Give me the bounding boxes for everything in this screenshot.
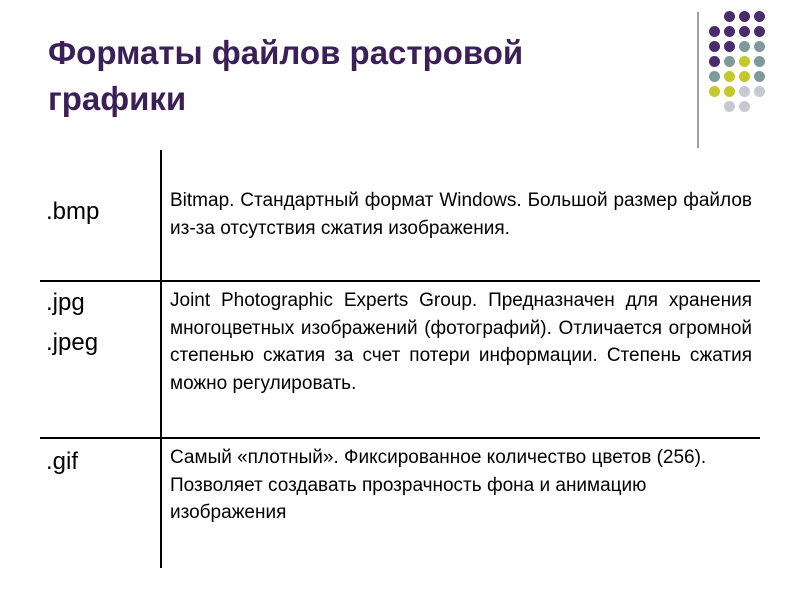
format-description: Самый «плотный». Фиксированное количество цветов (256). Позволяет создавать прозрачность фона и анимацию изображения xyxy=(170,447,707,523)
decorative-dot xyxy=(754,11,765,22)
format-extension-cell xyxy=(46,442,154,482)
decorative-dot xyxy=(709,71,720,82)
decorative-dot xyxy=(709,86,720,97)
decorative-dot xyxy=(724,26,735,37)
decorative-dot xyxy=(739,101,750,112)
decorative-dot xyxy=(739,71,750,82)
table-column-divider xyxy=(160,150,162,568)
decorative-dot xyxy=(739,11,750,22)
slide-title-line-1: Форматы файлов растровой xyxy=(48,34,524,71)
decorative-dot xyxy=(739,56,750,67)
decorative-dot xyxy=(754,26,765,37)
decorative-dot xyxy=(754,86,765,97)
table-row-divider xyxy=(40,437,760,439)
format-extension: .bmp xyxy=(46,198,100,225)
formats-table xyxy=(40,150,760,568)
table-row-divider xyxy=(40,280,760,282)
format-description: Bitmap. Стандартный формат Windows. Большой размер файлов из-за отсутствия сжатия изображения. xyxy=(170,190,752,239)
decorative-dot xyxy=(724,41,735,52)
dot-spacer xyxy=(709,101,720,112)
decorative-dot xyxy=(709,41,720,52)
dot-spacer xyxy=(709,11,720,22)
decorative-dot xyxy=(724,86,735,97)
decorative-dot xyxy=(709,56,720,67)
decorative-dot xyxy=(709,26,720,37)
decorative-dot xyxy=(724,11,735,22)
slide-title-line-2: графики xyxy=(48,80,187,117)
dot-spacer xyxy=(754,101,765,112)
format-extension: .gif xyxy=(46,448,79,475)
decorative-dot xyxy=(739,41,750,52)
format-extension-cell xyxy=(46,192,154,232)
decorative-dot xyxy=(739,86,750,97)
decorative-dot xyxy=(739,26,750,37)
decorative-dot-grid xyxy=(709,11,765,112)
format-extension-cell xyxy=(46,283,154,363)
decorative-dot xyxy=(724,56,735,67)
slide-title xyxy=(48,30,668,122)
format-extension: .jpg xyxy=(46,289,85,316)
decorative-dot xyxy=(754,56,765,67)
decorative-dot xyxy=(724,71,735,82)
decorative-dot xyxy=(754,71,765,82)
decorative-vertical-line xyxy=(697,12,699,148)
decorative-dot xyxy=(754,41,765,52)
format-extension: .jpeg xyxy=(46,329,99,356)
format-description: Joint Photographic Experts Group. Предназначен для хранения многоцветных изображений (фотографий). Отличается огромной степенью сжатия за счет потери информации. Степень сжатия можно регулировать. xyxy=(170,290,752,394)
decorative-dot xyxy=(724,101,735,112)
